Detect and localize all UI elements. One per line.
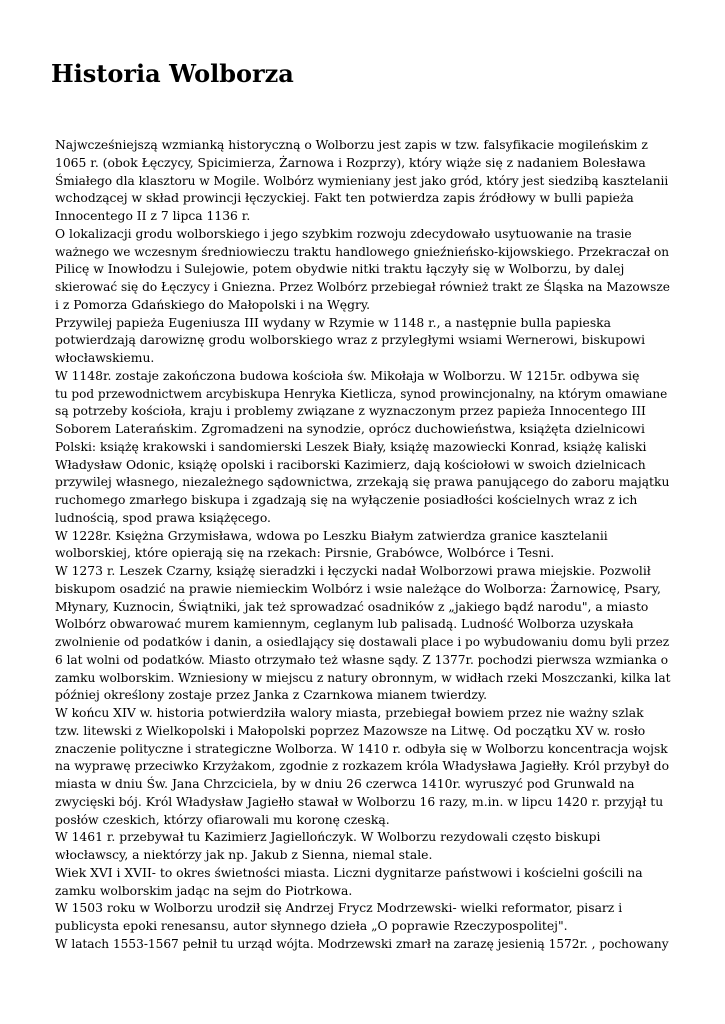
text-line: Soborem Laterańskim. Zgromadzeni na synodzie, oprócz duchowieństwa, książęta dzielnicowi: [55, 422, 645, 436]
text-line: ważnego we wczesnym średniowieczu traktu handlowego gnieźnieńsko-kijowskiego. Przekraczał on: [55, 244, 670, 259]
text-line: są potrzeby kościoła, kraju i problemy związane z wyznaczonym przez papieża Innocentego III: [55, 404, 646, 419]
text-line: skierować się do Łęczycy i Gniezna. Przez Wolbórz przebiegał również trakt ze Śląska na Mazowsze: [55, 280, 670, 294]
text-line: W 1273 r. Leszek Czarny, książę sieradzki i łęczycki nadał Wolborzowi prawa miejskie. Pozwolił: [55, 564, 651, 578]
text-line: publicysta epoki renesansu, autor słynnego dzieła „O poprawie Rzeczypospolitej".: [55, 919, 568, 933]
text-line: Wiek XVI i XVII- to okres świetności miasta. Liczni dygnitarze państwowi i kościelni gościli na: [55, 865, 643, 880]
text-line: zwycięski bój. Król Władysław Jagiełło stawał w Wolborzu 16 razy, m.in. w lipcu 1420 r. przyjął tu: [55, 794, 664, 809]
text-line: miasta w dniu Św. Jana Chrzciciela, by w dniu 26 czerwca 1410r. wyruszyć pod Grunwald na: [55, 777, 635, 791]
text-line: O lokalizacji grodu wolborskiego i jego szybkim rozwoju zdecydowało usytuowanie na trasie: [55, 226, 632, 241]
text-line: zwolnienie od podatków i danin, a osiedlający się dostawali place i po wybudowaniu domu byli przez: [55, 635, 670, 649]
text-line: W latach 1553-1567 pełnił tu urząd wójta. Modrzewski zmarł na zarazę jesienią 1572r. , pochowany: [55, 936, 669, 951]
text-line: Przywilej papieża Eugeniusza III wydany w Rzymie w 1148 r., a następnie bulla papieska: [55, 315, 612, 330]
body-text: [55, 137, 670, 954]
text-line: posłów czeskich, którzy ofiarowali mu koronę czeską.: [55, 812, 390, 827]
text-line: zamku wolborskim jadąc na sejm do Piotrkowa.: [55, 883, 353, 898]
text-line: Wolbórz obwarować murem kamiennym, ceglanym lub palisadą. Ludność Wolborza uzyskała: [55, 617, 634, 632]
text-line: włocławscy, a niektórzy jak np. Jakub z Sienna, niemal stale.: [55, 848, 433, 862]
text-line: W 1461 r. przebywał tu Kazimierz Jagiellończyk. W Wolborzu rezydowali często biskupi: [55, 830, 601, 845]
text-line: Władysław Odonic, książę opolski i raciborski Kazimierz, dają kościołowi w swoich dzielnicach: [55, 457, 646, 472]
text-line: Śmiałego dla klasztoru w Mogile. Wolbórz wymieniany jest jako gród, który jest siedzibą kasztelanii: [55, 173, 669, 188]
text-line: zamku wolborskim. Wzniesiony w miejscu z natury obronnym, w widłach rzeki Moszczanki, kilka lat: [55, 670, 671, 685]
text-line: W 1148r. zostaje zakończona budowa kościoła św. Mikołaja w Wolborzu. W 1215r. odbywa się: [55, 368, 640, 383]
text-line: później określony zostaje przez Janka z Czarnkowa mianem twierdzy.: [55, 688, 488, 703]
text-line: ludnością, spod prawa książęcego.: [55, 510, 271, 525]
text-line: W 1228r. Księżna Grzymisława, wdowa po Leszku Białym zatwierdza granice kasztelanii: [55, 528, 608, 543]
text-line: Młynary, Kuznocin, Świątniki, jak też sprowadzać osadników z „jakiego bądź narodu", a miasto: [55, 599, 649, 614]
text-line: 6 lat wolni od podatków. Miasto otrzymało też własne sądy. Z 1377r. pochodzi pierwsza wzmianka o: [55, 652, 669, 667]
text-line: Innocentego II z 7 lipca 1136 r.: [55, 209, 251, 223]
text-line: potwierdzają darowiznę grodu wolborskiego wraz z przyległymi wsiami Wernerowi, biskupowi: [55, 333, 646, 348]
text-line: Pilicę w Inowłodzu i Sulejowie, potem obydwie nitki traktu łączyły się w Wolborzu, by dalej: [55, 262, 625, 277]
page-title: Historia Wolborza: [51, 59, 294, 88]
text-line: i z Pomorza Gdańskiego do Małopolski i na Węgry.: [55, 297, 371, 312]
text-line: Najwcześniejszą wzmianką historyczną o Wolborzu jest zapis w tzw. falsyfikacie mogileńskim z: [55, 138, 648, 152]
text-line: ruchomego zmarłego biskupa i zgadzają się na wyłączenie posiadłości kościelnych wraz z ich: [55, 493, 638, 507]
text-line: znaczenie polityczne i strategiczne Wolborza. W 1410 r. odbyła się w Wolborzu koncentracja wojsk: [55, 741, 668, 756]
text-line: na wyprawę przeciwko Krzyżakom, zgodnie z rozkazem króla Władysława Jagiełły. Król przybył do: [55, 759, 669, 774]
text-line: włocławskiemu.: [55, 351, 155, 365]
text-line: tzw. litewski z Wielkopolski i Małopolski poprzez Mazowsze na Litwę. Od początku XV w. rosło: [55, 723, 646, 738]
text-line: W 1503 roku w Wolborzu urodził się Andrzej Frycz Modrzewski- wielki reformator, pisarz i: [55, 901, 623, 916]
text-line: W końcu XIV w. historia potwierdziła walory miasta, przebiegał bowiem przez nie ważny szlak: [55, 706, 644, 720]
text-line: 1065 r. (obok Łęczycy, Spicimierza, Żarnowa i Rozprzy), który wiąże się z nadaniem Bolesława: [55, 155, 646, 170]
text-line: przywilej własnego, niezależnego sądownictwa, zrzekają się prawa panującego do zaboru majątku: [55, 475, 670, 490]
text-line: biskupom osadzić na prawie niemieckim Wolbórz i wsie należące do Wolborza: Żarnowicę, Psary,: [55, 581, 661, 596]
text-line: tu pod przewodnictwem arcybiskupa Henryka Kietlicza, synod prowincjonalny, na którym omawiane: [55, 386, 668, 401]
text-line: Polski: książę krakowski i sandomierski Leszek Biały, książę mazowiecki Konrad, książę kaliski: [55, 439, 647, 454]
text-line: wchodzącej w skład prowincji łęczyckiej. Fakt ten potwierdza zapis źródłowy w bulli papieża: [55, 191, 634, 206]
text-line: wolborskiej, które opierają się na rzekach: Pirsnie, Grabówce, Wolbórce i Tesni.: [55, 546, 555, 561]
